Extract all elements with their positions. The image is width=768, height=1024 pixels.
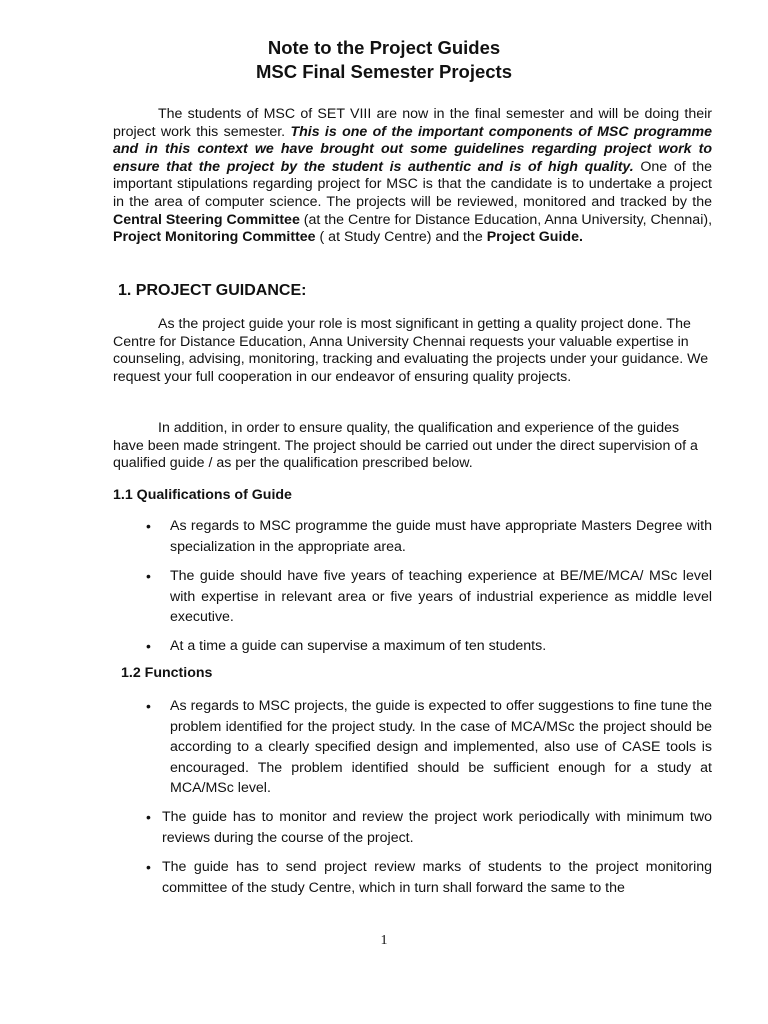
bullet-icon: •: [146, 698, 151, 714]
list-item-text: At a time a guide can supervise a maximum of ten students.: [170, 638, 547, 654]
page-number: 1: [380, 933, 388, 948]
list-item: [146, 696, 712, 799]
guidance-text-2: In addition, in order to ensure quality, the qualification and experience of the guides have been made stringent. The project should be carried out under the direct supervision of a qualified guide / as per the qualification prescribed below.: [113, 420, 698, 472]
project-guide-term: Project Guide.: [486, 229, 583, 246]
document-subtitle: MSC Final Semester Projects: [255, 61, 512, 82]
list-item-text: The guide has to monitor and review the project work periodically with minimum two reviews during the course of the project.: [162, 809, 712, 846]
bullet-icon: •: [146, 638, 151, 654]
intro-text-3: (at the Centre for Distance Education, Anna University, Chennai),: [299, 211, 713, 228]
intro-text-2: One of the important stipulations regarding project for MSC is that the candidate is to undertake a project in the area of computer science. The projects will be reviewed, monitored and tracked by the: [113, 158, 712, 210]
section-heading-project-guidance: 1. PROJECT GUIDANCE:: [118, 282, 307, 299]
list-item-text: As regards to MSC programme the guide must have appropriate Masters Degree with specialization in the appropriate area.: [170, 518, 712, 555]
intro-text-4: ( at Study Centre) and the: [315, 229, 487, 246]
list-item: [146, 566, 712, 628]
guidance-text-1: As the project guide your role is most significant in getting a quality project done. The Centre for Distance Education, Anna University Chennai requests your valuable expertise in counseling, advising, monitoring, tracking and evaluating the projects under your guidance. We request your full cooperation in our endeavor of ensuring quality projects.: [113, 316, 709, 385]
project-monitoring-committee: Project Monitoring Committee: [113, 229, 316, 246]
guidance-paragraph-2: [113, 420, 712, 473]
intro-text: The students of MSC of SET VIII are now in the final semester and will be doing their project work this semester.: [113, 106, 712, 140]
intro-emphasis: This is one of the important components of MSC programme and in this context we have brought out some guidelines regarding project work to ensure that the project by the student is authentic and is of high quality.: [113, 123, 712, 175]
subheading-functions: 1.2 Functions: [121, 665, 213, 681]
list-item-text: The guide should have five years of teaching experience at BE/ME/MCA/ MSc level with expertise in relevant area or five years of industrial experience as middle level executive.: [170, 568, 712, 625]
list-item: [146, 857, 712, 898]
central-steering-committee: Central Steering Committee: [113, 211, 300, 228]
document-title: Note to the Project Guides: [267, 37, 501, 58]
list-item-text: The guide has to send project review marks of students to the project monitoring committee of the study Centre, which in turn shall forward the same to the: [162, 859, 712, 896]
list-item-text: As regards to MSC projects, the guide is expected to offer suggestions to fine tune the problem identified for the project study. In the case of MCA/MSc the project should be according to a clearly specified design and implemented, also use of CASE tools is encouraged. The problem identified should be sufficient enough for a study at MCA/MSc level.: [170, 698, 712, 796]
list-item: [146, 516, 712, 557]
bullet-icon: •: [146, 809, 151, 825]
list-item: [146, 807, 712, 848]
bullet-icon: •: [146, 568, 151, 584]
bullet-icon: •: [146, 518, 151, 534]
list-item: [146, 636, 712, 657]
subheading-qualifications: 1.1 Qualifications of Guide: [113, 487, 292, 503]
bullet-icon: •: [146, 859, 151, 875]
guidance-paragraph-1: [113, 316, 712, 386]
intro-paragraph: [113, 106, 712, 247]
